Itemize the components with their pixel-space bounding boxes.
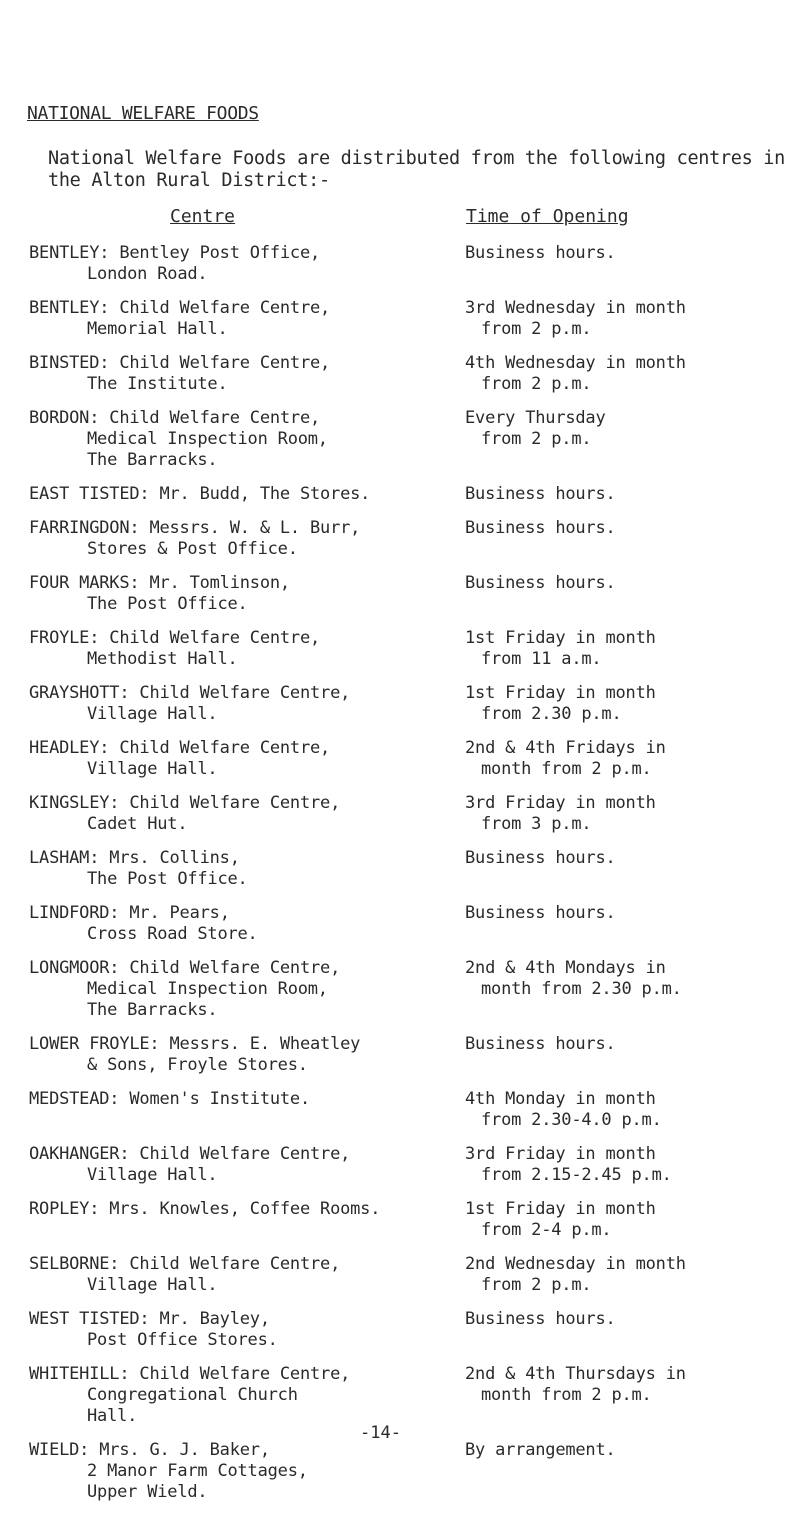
place-name: MEDSTEAD: <box>29 1089 120 1109</box>
centre-entry <box>0 298 800 340</box>
centre-address-line1: Child Welfare Centre, <box>119 298 331 318</box>
centre-address-line1: Mrs. Knowles, Coffee Rooms. <box>109 1199 381 1219</box>
centre-place-and-line1 <box>29 958 340 978</box>
time-cell <box>465 793 800 835</box>
centre-place-and-line1 <box>29 793 340 813</box>
place-name: LOWER FROYLE: <box>29 1034 160 1054</box>
centre-cell <box>0 1254 465 1296</box>
opening-time-line1: 2nd Wednesday in month <box>465 1254 686 1274</box>
centre-address-line2: Post Office Stores. <box>87 1330 278 1350</box>
centre-address-line1: Mrs. G. J. Baker, <box>99 1440 270 1460</box>
centre-address-line2: Village Hall. <box>87 704 218 724</box>
centre-address-line1: Mr. Budd, The Stores. <box>159 484 371 504</box>
centre-entry <box>0 738 800 780</box>
centre-address-line2: The Post Office. <box>87 594 248 614</box>
centre-cell <box>0 848 465 890</box>
centre-address-line2: London Road. <box>87 264 208 284</box>
time-cell <box>465 683 800 725</box>
centre-address-line2: Cross Road Store. <box>87 924 258 944</box>
time-cell <box>465 628 800 670</box>
opening-time-line2: from 2.30 p.m. <box>481 704 622 724</box>
time-cell <box>465 1089 800 1131</box>
centre-entry <box>0 1199 800 1241</box>
centre-place-and-line1 <box>29 484 370 504</box>
opening-time-line1: Every Thursday <box>465 408 606 428</box>
time-cell <box>465 408 800 471</box>
place-name: LONGMOOR: <box>29 958 120 978</box>
opening-time-line2: from 2 p.m. <box>481 1275 592 1295</box>
opening-time-line1: 2nd & 4th Thursdays in <box>465 1364 686 1384</box>
centre-address-line1: Child Welfare Centre, <box>129 793 341 813</box>
centre-address-line1: Women's Institute. <box>129 1089 311 1109</box>
centre-address-line1: Child Welfare Centre, <box>139 1364 351 1384</box>
place-name: BENTLEY: <box>29 298 110 318</box>
centre-entry <box>0 958 800 1021</box>
centre-entry <box>0 573 800 615</box>
time-cell <box>465 903 800 945</box>
centre-place-and-line1 <box>29 1144 350 1164</box>
time-cell <box>465 518 800 560</box>
centre-place-and-line1 <box>29 903 230 923</box>
centre-address-line3: The Barracks. <box>87 450 218 470</box>
place-name: FARRINGDON: <box>29 518 140 538</box>
place-name: ROPLEY: <box>29 1199 100 1219</box>
centre-entry <box>0 408 800 471</box>
centre-address-line1: Messrs. W. & L. Burr, <box>149 518 361 538</box>
centre-entry <box>0 1254 800 1296</box>
opening-time-line1: Business hours. <box>465 903 616 923</box>
place-name: OAKHANGER: <box>29 1144 130 1164</box>
opening-time-line2: from 11 a.m. <box>481 649 602 669</box>
centre-cell <box>0 628 465 670</box>
time-cell <box>465 1034 800 1076</box>
centre-place-and-line1 <box>29 243 320 263</box>
place-name: EAST TISTED: <box>29 484 150 504</box>
centre-cell <box>0 1309 465 1351</box>
time-cell <box>465 958 800 1021</box>
column-header-centre: Centre <box>170 206 236 227</box>
time-cell <box>465 848 800 890</box>
place-name: FROYLE: <box>29 628 100 648</box>
time-cell <box>465 738 800 780</box>
opening-time-line1: 1st Friday in month <box>465 1199 656 1219</box>
place-name: WEST TISTED: <box>29 1309 150 1329</box>
centre-entry <box>0 1034 800 1076</box>
centre-address-line2: The Post Office. <box>87 869 248 889</box>
centre-entry <box>0 903 800 945</box>
opening-time-line2: month from 2 p.m. <box>481 759 652 779</box>
opening-time-line1: Business hours. <box>465 484 616 504</box>
time-cell <box>465 298 800 340</box>
centre-address-line1: Child Welfare Centre, <box>109 408 321 428</box>
centre-cell <box>0 1144 465 1186</box>
opening-time-line1: 4th Monday in month <box>465 1089 656 1109</box>
opening-time-line1: Business hours. <box>465 1309 616 1329</box>
centre-address-line2: Village Hall. <box>87 1275 218 1295</box>
place-name: GRAYSHOTT: <box>29 683 130 703</box>
opening-time-line2: from 2-4 p.m. <box>481 1220 612 1240</box>
centre-place-and-line1 <box>29 1364 350 1384</box>
centre-address-line3: Upper Wield. <box>87 1482 208 1502</box>
centre-place-and-line1 <box>29 1034 360 1054</box>
centre-cell <box>0 958 465 1021</box>
centre-address-line1: Child Welfare Centre, <box>119 353 331 373</box>
opening-time-line2: month from 2.30 p.m. <box>481 979 682 999</box>
centre-address-line2: Memorial Hall. <box>87 319 228 339</box>
time-cell <box>465 243 800 285</box>
centre-place-and-line1 <box>29 298 330 318</box>
opening-time-line2: from 2 p.m. <box>481 429 592 449</box>
opening-time-line1: Business hours. <box>465 243 616 263</box>
centre-cell <box>0 738 465 780</box>
centre-address-line2: 2 Manor Farm Cottages, <box>87 1461 308 1481</box>
opening-time-line1: 1st Friday in month <box>465 683 656 703</box>
page-heading: NATIONAL WELFARE FOODS <box>27 103 259 124</box>
centre-place-and-line1 <box>29 1440 270 1460</box>
centre-entry <box>0 243 800 285</box>
page-number: -14- <box>360 1423 401 1443</box>
opening-time-line1: 1st Friday in month <box>465 628 656 648</box>
centre-place-and-line1 <box>29 408 320 428</box>
centre-cell <box>0 1199 465 1241</box>
centre-entry <box>0 793 800 835</box>
centre-cell <box>0 353 465 395</box>
centre-place-and-line1 <box>29 1199 380 1219</box>
place-name: KINGSLEY: <box>29 793 120 813</box>
place-name: BENTLEY: <box>29 243 110 263</box>
centre-entry <box>0 628 800 670</box>
opening-time-line1: 2nd & 4th Mondays in <box>465 958 666 978</box>
column-header-time: Time of Opening <box>466 206 629 227</box>
place-name: SELBORNE: <box>29 1254 120 1274</box>
centre-place-and-line1 <box>29 1309 270 1329</box>
opening-time-line2: from 3 p.m. <box>481 814 592 834</box>
opening-time-line2: month from 2 p.m. <box>481 1385 652 1405</box>
place-name: HEADLEY: <box>29 738 110 758</box>
centre-cell <box>0 793 465 835</box>
centre-address-line1: Child Welfare Centre, <box>129 958 341 978</box>
centre-entry <box>0 848 800 890</box>
centre-place-and-line1 <box>29 848 240 868</box>
centre-address-line2: Cadet Hut. <box>87 814 188 834</box>
centre-cell <box>0 1364 465 1427</box>
opening-time-line1: 2nd & 4th Fridays in <box>465 738 666 758</box>
centre-cell <box>0 484 465 505</box>
centre-cell <box>0 903 465 945</box>
opening-time-line2: from 2 p.m. <box>481 319 592 339</box>
centre-address-line2: Medical Inspection Room, <box>87 429 328 449</box>
intro-paragraph: National Welfare Foods are distributed from the following centres in the Alton Rural District:- <box>48 148 785 191</box>
centre-address-line1: Child Welfare Centre, <box>109 628 321 648</box>
centre-address-line2: Stores & Post Office. <box>87 539 298 559</box>
centre-entry <box>0 484 800 505</box>
centre-cell <box>0 1034 465 1076</box>
time-cell <box>465 1254 800 1296</box>
centre-address-line2: Village Hall. <box>87 759 218 779</box>
centre-address-line1: Mr. Pears, <box>129 903 230 923</box>
centre-address-line1: Mr. Bayley, <box>159 1309 270 1329</box>
centre-entry <box>0 683 800 725</box>
time-cell <box>465 1199 800 1241</box>
opening-time-line1: 3rd Wednesday in month <box>465 298 686 318</box>
centre-place-and-line1 <box>29 573 290 593</box>
time-cell <box>465 353 800 395</box>
centre-address-line3: The Barracks. <box>87 1000 218 1020</box>
time-cell <box>465 1440 800 1503</box>
centre-address-line2: Village Hall. <box>87 1165 218 1185</box>
centre-address-line1: Mrs. Collins, <box>109 848 240 868</box>
centre-place-and-line1 <box>29 353 330 373</box>
time-cell <box>465 573 800 615</box>
centre-place-and-line1 <box>29 1254 340 1274</box>
opening-time-line1: 3rd Friday in month <box>465 793 656 813</box>
centre-address-line2: Methodist Hall. <box>87 649 238 669</box>
time-cell <box>465 1144 800 1186</box>
centre-address-line2: The Institute. <box>87 374 228 394</box>
opening-time-line2: from 2.15-2.45 p.m. <box>481 1165 672 1185</box>
centre-address-line3: Hall. <box>87 1406 138 1426</box>
centre-cell <box>0 573 465 615</box>
place-name: BORDON: <box>29 408 100 428</box>
time-cell <box>465 1309 800 1351</box>
centre-entry <box>0 1309 800 1351</box>
centre-cell <box>0 1440 465 1503</box>
time-cell <box>465 484 800 505</box>
centre-entry <box>0 1144 800 1186</box>
centre-cell <box>0 518 465 560</box>
place-name: LASHAM: <box>29 848 100 868</box>
centre-cell <box>0 298 465 340</box>
centre-address-line1: Mr. Tomlinson, <box>149 573 290 593</box>
centre-address-line2: Congregational Church <box>87 1385 298 1405</box>
centre-place-and-line1 <box>29 628 320 648</box>
centre-entry <box>0 1440 800 1503</box>
opening-time-line2: from 2.30-4.0 p.m. <box>481 1110 662 1130</box>
centre-address-line1: Child Welfare Centre, <box>119 738 331 758</box>
centre-cell <box>0 408 465 471</box>
opening-time-line1: 3rd Friday in month <box>465 1144 656 1164</box>
place-name: WIELD: <box>29 1440 90 1460</box>
opening-time-line2: from 2 p.m. <box>481 374 592 394</box>
centre-place-and-line1 <box>29 683 350 703</box>
opening-time-line1: By arrangement. <box>465 1440 616 1460</box>
place-name: LINDFORD: <box>29 903 120 923</box>
opening-time-line1: Business hours. <box>465 1034 616 1054</box>
centre-entry <box>0 353 800 395</box>
opening-time-line1: Business hours. <box>465 573 616 593</box>
place-name: BINSTED: <box>29 353 110 373</box>
centres-list <box>0 243 800 1516</box>
centre-cell <box>0 1089 465 1131</box>
time-cell <box>465 1364 800 1427</box>
centre-entry <box>0 1089 800 1131</box>
centre-address-line1: Child Welfare Centre, <box>139 683 351 703</box>
opening-time-line1: 4th Wednesday in month <box>465 353 686 373</box>
centre-address-line1: Messrs. E. Wheatley <box>169 1034 361 1054</box>
centre-entry <box>0 518 800 560</box>
opening-time-line1: Business hours. <box>465 518 616 538</box>
centre-place-and-line1 <box>29 738 330 758</box>
centre-cell <box>0 243 465 285</box>
opening-time-line1: Business hours. <box>465 848 616 868</box>
centre-address-line1: Bentley Post Office, <box>119 243 321 263</box>
centre-address-line2: & Sons, Froyle Stores. <box>87 1055 308 1075</box>
centre-address-line1: Child Welfare Centre, <box>129 1254 341 1274</box>
centre-address-line2: Medical Inspection Room, <box>87 979 328 999</box>
centre-place-and-line1 <box>29 518 360 538</box>
place-name: FOUR MARKS: <box>29 573 140 593</box>
centre-cell <box>0 683 465 725</box>
place-name: WHITEHILL: <box>29 1364 130 1384</box>
centre-place-and-line1 <box>29 1089 310 1109</box>
centre-address-line1: Child Welfare Centre, <box>139 1144 351 1164</box>
centre-entry <box>0 1364 800 1427</box>
